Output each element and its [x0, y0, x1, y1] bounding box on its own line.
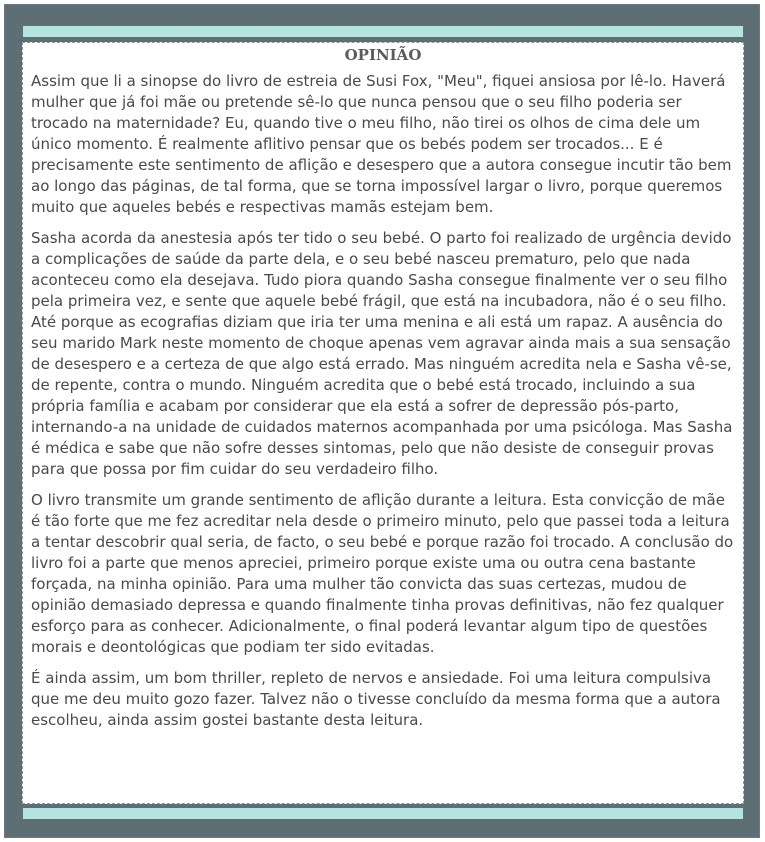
post-title: OPINIÃO: [344, 46, 422, 64]
paragraph-2: Sasha acorda da anestesia após ter tido o seu bebé. O parto foi realizado de urgência devido a complicações de saúde da parte dela, e o seu bebé nasceu prematuro, pelo que nada aconteceu como ela desejava. Tudo piora quando Sasha consegue finalmente ver o seu filho pela primeira vez, e sente que aquele bebé frágil, que está na incubadora, não é o seu filho. Até porque as ecografias diziam que iria ter uma menina e ali está um rapaz. A ausência do seu marido Mark neste momento de choque apenas vem agravar ainda mais a sua sensação de desespero e a certeza de que algo está errado. Mas ninguém acredita nela e Sasha vê-se, de repente, contra o mundo. Ninguém acredita que o bebé está trocado, incluindo a sua própria família e acabam por considerar que ela está a sofrer de depressão pós-parto, internando-a na unidade de cuidados maternos acompanhada por uma psicóloga. Mas Sasha é médica e sabe que não sofre desses sintomas, pelo que não desiste de conseguir provas para que possa por fim cuidar do seu verdadeiro filho.: [31, 229, 733, 478]
paragraph-4: É ainda assim, um bom thriller, repleto de nervos e ansiedade. Foi uma leitura compulsiva que me deu muito gozo fazer. Talvez não o tivesse concluído da mesma forma que a autora escolheu, ainda assim gostei bastante desta leitura.: [31, 669, 721, 729]
post-frame: [4, 4, 760, 838]
post-panel: [22, 42, 744, 804]
paragraph-3: O livro transmite um grande sentimento de aflição durante a leitura. Esta convicção de mãe é tão forte que me fez acreditar nela desde o primeiro minuto, pelo que passei toda a leitura a tentar descobrir qual seria, de facto, o seu bebé e porque razão foi trocado. A conclusão do livro foi a parte que menos apreciei, primeiro porque existe uma ou outra cena bastante forçada, na minha opinião. Para uma mulher tão convicta das suas certezas, mudou de opinião demasiado depressa e quando finalmente tinha provas definitivas, não fez qualquer esforço para as conhecer. Adicionalmente, o final poderá levantar algum tipo de questões morais e deontológicas que podiam ter sido evitadas.: [31, 491, 734, 656]
bottom-accent-band: [23, 808, 743, 819]
paragraph-1: Assim que li a sinopse do livro de estreia de Susi Fox, "Meu", fiquei ansiosa por lê-lo. Haverá mulher que já foi mãe ou pretende sê-lo que nunca pensou que o seu filho poderia ser trocado na maternidade? Eu, quando tive o meu filho, não tirei os olhos de cima dele um único momento. É realmente aflitivo pensar que os bebés podem ser trocados... E é precisamente este sentimento de aflição e desespero que a autora consegue incutir tão bem ao longo das páginas, de tal forma, que se torna impossível largar o livro, porque queremos muito que aqueles bebés e respectivas mamãs estejam bem.: [31, 72, 732, 216]
top-accent-band: [23, 26, 743, 37]
